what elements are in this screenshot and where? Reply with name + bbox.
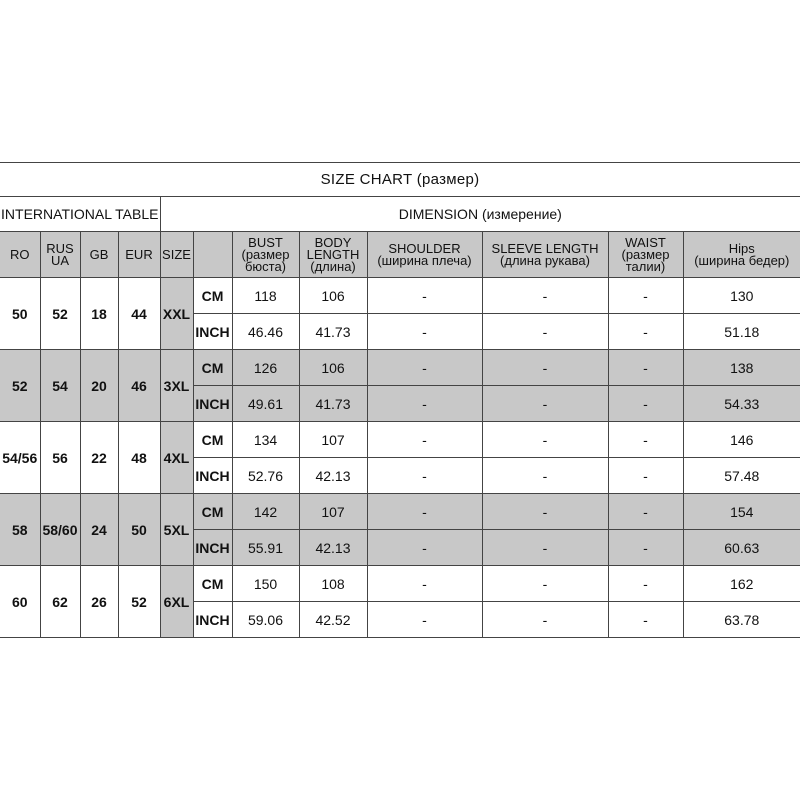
eur-cell: 48	[118, 422, 160, 494]
gb-cell: 26	[80, 566, 118, 638]
table-row	[0, 566, 800, 602]
sleeve-cell: -	[482, 314, 608, 350]
unit-cell: CM	[193, 494, 232, 530]
unit-cell: CM	[193, 350, 232, 386]
header-sleeve-length: SLEEVE LENGTH (длина рукава)	[482, 232, 608, 278]
body-cell: 42.13	[299, 458, 367, 494]
table-row	[0, 494, 800, 530]
unit-cell: CM	[193, 278, 232, 314]
body-cell: 107	[299, 422, 367, 458]
waist-cell: -	[608, 602, 683, 638]
shoulder-cell: -	[367, 530, 482, 566]
ro-cell: 58	[0, 494, 40, 566]
bust-cell: 142	[232, 494, 299, 530]
hips-cell: 51.18	[683, 314, 800, 350]
bust-cell: 59.06	[232, 602, 299, 638]
header-eur: EUR	[118, 232, 160, 278]
unit-cell: INCH	[193, 602, 232, 638]
waist-cell: -	[608, 566, 683, 602]
bust-cell: 118	[232, 278, 299, 314]
sleeve-cell: -	[482, 530, 608, 566]
body-cell: 107	[299, 494, 367, 530]
bust-cell: 150	[232, 566, 299, 602]
rus-ua-cell: 58/60	[40, 494, 80, 566]
bust-cell: 46.46	[232, 314, 299, 350]
rus-ua-cell: 62	[40, 566, 80, 638]
hips-cell: 154	[683, 494, 800, 530]
unit-cell: CM	[193, 422, 232, 458]
gb-cell: 20	[80, 350, 118, 422]
size-chart-table	[0, 162, 800, 638]
bust-cell: 49.61	[232, 386, 299, 422]
table-row	[0, 278, 800, 314]
size-label-cell: 5XL	[160, 494, 193, 566]
body-cell: 41.73	[299, 314, 367, 350]
waist-cell: -	[608, 494, 683, 530]
shoulder-cell: -	[367, 422, 482, 458]
hips-cell: 162	[683, 566, 800, 602]
dimension-label: DIMENSION (измерение)	[160, 197, 800, 232]
ro-cell: 54/56	[0, 422, 40, 494]
waist-cell: -	[608, 314, 683, 350]
header-waist: WAIST (размер талии)	[608, 232, 683, 278]
hips-cell: 130	[683, 278, 800, 314]
header-size: SIZE	[160, 232, 193, 278]
shoulder-cell: -	[367, 314, 482, 350]
header-body-length: BODY LENGTH (длина)	[299, 232, 367, 278]
sleeve-cell: -	[482, 278, 608, 314]
waist-cell: -	[608, 530, 683, 566]
unit-cell: CM	[193, 566, 232, 602]
rus-ua-cell: 56	[40, 422, 80, 494]
eur-cell: 46	[118, 350, 160, 422]
shoulder-cell: -	[367, 386, 482, 422]
international-table-label: INTERNATIONAL TABLE	[0, 197, 160, 232]
sleeve-cell: -	[482, 350, 608, 386]
eur-cell: 44	[118, 278, 160, 350]
bust-cell: 126	[232, 350, 299, 386]
header-ro: RO	[0, 232, 40, 278]
bust-cell: 134	[232, 422, 299, 458]
shoulder-cell: -	[367, 494, 482, 530]
shoulder-cell: -	[367, 566, 482, 602]
hips-cell: 54.33	[683, 386, 800, 422]
table-row	[0, 350, 800, 386]
sleeve-cell: -	[482, 602, 608, 638]
size-label-cell: 6XL	[160, 566, 193, 638]
size-label-cell: XXL	[160, 278, 193, 350]
unit-cell: INCH	[193, 530, 232, 566]
header-bust: BUST (размер бюста)	[232, 232, 299, 278]
body-cell: 41.73	[299, 386, 367, 422]
unit-cell: INCH	[193, 386, 232, 422]
gb-cell: 18	[80, 278, 118, 350]
table-row	[0, 422, 800, 458]
sleeve-cell: -	[482, 458, 608, 494]
waist-cell: -	[608, 350, 683, 386]
bust-cell: 52.76	[232, 458, 299, 494]
body-cell: 42.52	[299, 602, 367, 638]
sleeve-cell: -	[482, 422, 608, 458]
hips-cell: 138	[683, 350, 800, 386]
ro-cell: 50	[0, 278, 40, 350]
hips-cell: 60.63	[683, 530, 800, 566]
body-cell: 106	[299, 278, 367, 314]
header-shoulder: SHOULDER (ширина плеча)	[367, 232, 482, 278]
unit-cell: INCH	[193, 314, 232, 350]
shoulder-cell: -	[367, 602, 482, 638]
waist-cell: -	[608, 386, 683, 422]
eur-cell: 50	[118, 494, 160, 566]
rus-ua-cell: 52	[40, 278, 80, 350]
hips-cell: 63.78	[683, 602, 800, 638]
unit-cell: INCH	[193, 458, 232, 494]
gb-cell: 22	[80, 422, 118, 494]
waist-cell: -	[608, 422, 683, 458]
header-rus-ua: RUS UA	[40, 232, 80, 278]
header-hips: Hips (ширина бедер)	[683, 232, 800, 278]
waist-cell: -	[608, 278, 683, 314]
bust-cell: 55.91	[232, 530, 299, 566]
waist-cell: -	[608, 458, 683, 494]
rus-ua-cell: 54	[40, 350, 80, 422]
header-unit	[193, 232, 232, 278]
shoulder-cell: -	[367, 278, 482, 314]
size-label-cell: 3XL	[160, 350, 193, 422]
ro-cell: 52	[0, 350, 40, 422]
sleeve-cell: -	[482, 494, 608, 530]
header-gb: GB	[80, 232, 118, 278]
ro-cell: 60	[0, 566, 40, 638]
shoulder-cell: -	[367, 350, 482, 386]
size-label-cell: 4XL	[160, 422, 193, 494]
gb-cell: 24	[80, 494, 118, 566]
eur-cell: 52	[118, 566, 160, 638]
sleeve-cell: -	[482, 386, 608, 422]
body-cell: 42.13	[299, 530, 367, 566]
hips-cell: 57.48	[683, 458, 800, 494]
body-cell: 106	[299, 350, 367, 386]
shoulder-cell: -	[367, 458, 482, 494]
chart-title: SIZE CHART (размер)	[0, 163, 800, 197]
body-cell: 108	[299, 566, 367, 602]
sleeve-cell: -	[482, 566, 608, 602]
hips-cell: 146	[683, 422, 800, 458]
